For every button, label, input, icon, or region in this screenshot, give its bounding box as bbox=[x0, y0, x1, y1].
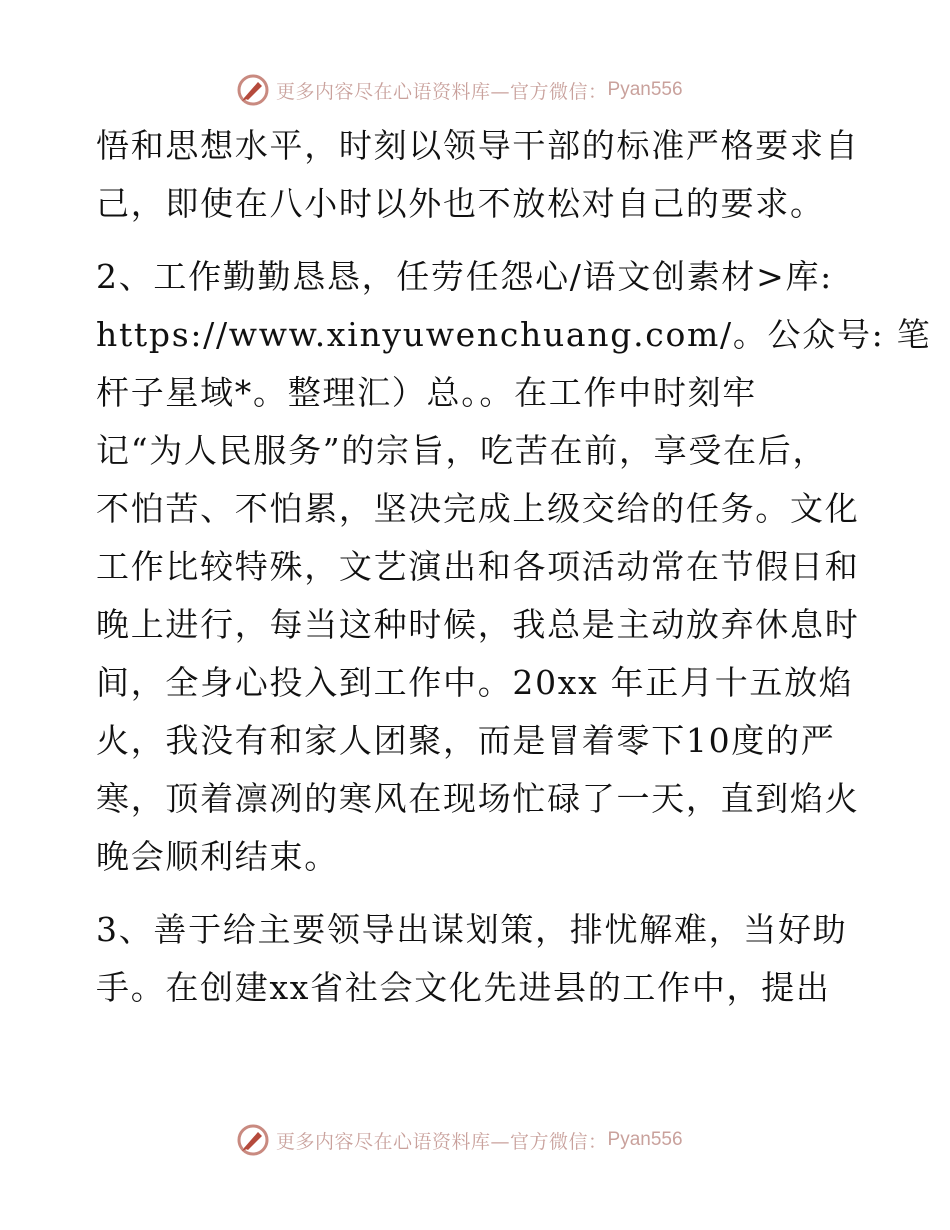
document-body bbox=[96, 117, 932, 1017]
text-line: 手。在创建xx省社会文化先进县的工作中，提出 bbox=[96, 968, 831, 1007]
text-line: https://www.xinyuwenchuang.com/。公众号: 笔 bbox=[96, 315, 932, 354]
text-line: 不怕苦、不怕累，坚决完成上级交给的任务。文化 bbox=[96, 489, 860, 528]
text-line: 间，全身心投入到工作中。20xx 年正月十五放焰 bbox=[96, 663, 854, 702]
text-line: 2、工作勤勤恳恳，任劳任怨心/语文创素材>库: bbox=[96, 257, 833, 296]
text-line: 悟和思想水平，时刻以领导干部的标准严格要求自 bbox=[96, 126, 860, 165]
watermark-site-text: 更多内容尽在心语资料库—官方微信： bbox=[276, 1130, 608, 1153]
paragraph-gap bbox=[96, 233, 856, 248]
text-line: 火，我没有和家人团聚，而是冒着零下10度的严 bbox=[96, 721, 836, 760]
pen-nib-logo-icon bbox=[236, 73, 270, 107]
footer-watermark bbox=[236, 1122, 683, 1158]
header-watermark bbox=[236, 72, 683, 108]
text-line: 晚上进行，每当这种时候，我总是主动放弃休息时 bbox=[96, 605, 860, 644]
watermark-wechat-id: Pyan556 bbox=[607, 1129, 683, 1150]
watermark-wechat-id: Pyan556 bbox=[607, 79, 683, 100]
text-line: 晚会顺利结束。 bbox=[96, 837, 339, 876]
text-line: 杆子星域*。整理汇）总。。在工作中时刻牢 bbox=[96, 373, 757, 412]
text-line: 3、善于给主要领导出谋划策，排忧解难，当好助 bbox=[96, 910, 848, 949]
pen-nib-logo-icon bbox=[236, 1123, 270, 1157]
text-line: 己，即使在八小时以外也不放松对自己的要求。 bbox=[96, 184, 825, 223]
paragraph-gap bbox=[96, 886, 856, 901]
text-line: 寒，顶着凛冽的寒风在现场忙碌了一天，直到焰火 bbox=[96, 779, 860, 818]
text-line: 记“为人民服务”的宗旨，吃苦在前，享受在后， bbox=[96, 431, 828, 470]
text-line: 工作比较特殊，文艺演出和各项活动常在节假日和 bbox=[96, 547, 860, 586]
watermark-site-text: 更多内容尽在心语资料库—官方微信： bbox=[276, 80, 608, 103]
